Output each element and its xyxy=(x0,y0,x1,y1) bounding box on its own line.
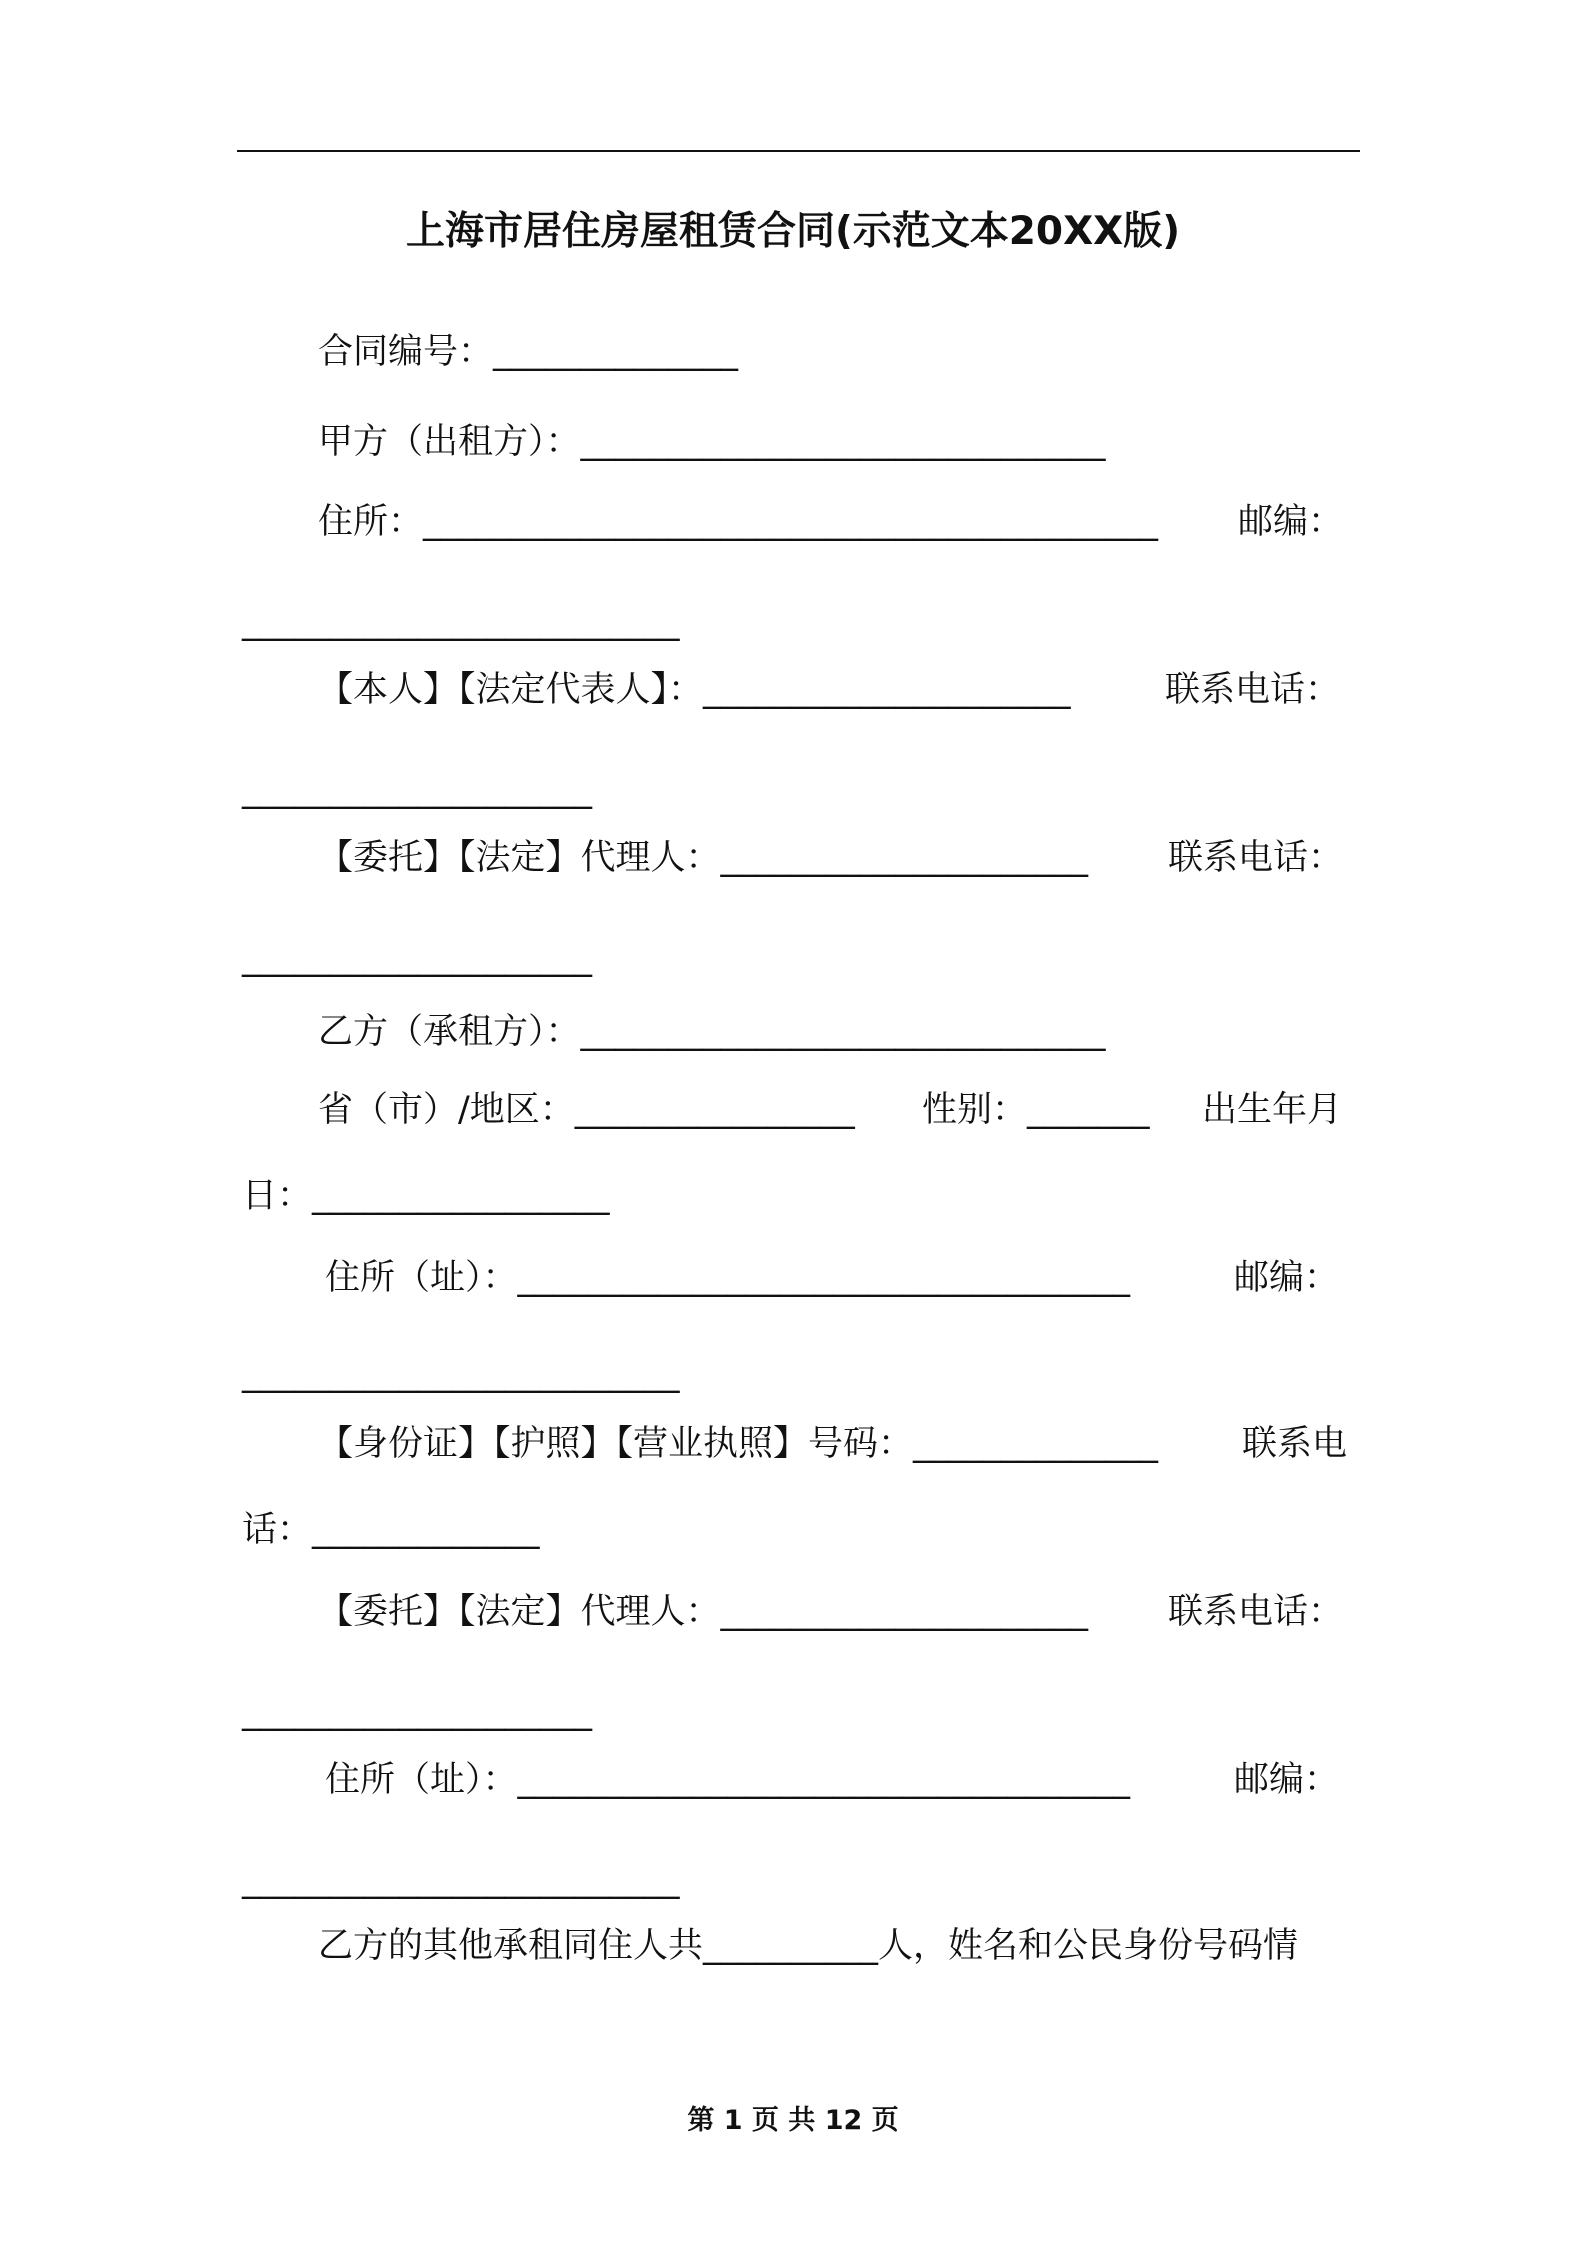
party-a-agent-phone-blank: ____________________ xyxy=(242,938,592,978)
party-a-representative-phone-label: 联系电话： xyxy=(1165,670,1341,710)
party-b-line: 乙方（承租方）：______________________________ xyxy=(318,1012,1106,1052)
party-b-address-line: 住所（址）：___________________________________ xyxy=(325,1258,1131,1298)
party-b-agent-address-line: 住所（址）：___________________________________ xyxy=(325,1760,1131,1800)
party-b-id-line: 【身份证】【护照】【营业执照】号码：______________ xyxy=(318,1424,1159,1464)
party-b-agent-phone-label: 联系电话： xyxy=(1168,1592,1344,1632)
party-b-postcode-label: 邮编： xyxy=(1234,1258,1340,1298)
party-b-birth-label: 出生年月 xyxy=(1202,1090,1343,1130)
header-rule xyxy=(237,150,1360,152)
page-footer: 第 1 页 共 12 页 xyxy=(687,2105,899,2136)
party-a-postcode-label: 邮编： xyxy=(1238,502,1344,542)
party-b-birth-date-line: 日：_________________ xyxy=(242,1176,610,1216)
party-a-representative-line: 【本人】【法定代表人】：_____________________ xyxy=(318,670,1071,710)
party-a-representative-phone-blank: ____________________ xyxy=(242,770,592,810)
party-b-agent-postcode-label: 邮编： xyxy=(1234,1760,1340,1800)
party-b-id-phone-label: 联系电 xyxy=(1242,1424,1348,1464)
contract-number-line: 合同编号：______________ xyxy=(318,332,739,372)
party-b-agent-phone-blank: ____________________ xyxy=(242,1692,592,1732)
party-a-postcode-blank: _________________________ xyxy=(242,602,680,642)
document-title: 上海市居住房屋租赁合同(示范文本20XX版) xyxy=(405,209,1181,254)
party-b-agent-line: 【委托】【法定】代理人：_____________________ xyxy=(318,1592,1089,1632)
party-b-postcode-blank: _________________________ xyxy=(242,1354,680,1394)
party-a-agent-phone-label: 联系电话： xyxy=(1168,838,1344,878)
co-tenants-line: 乙方的其他承租同住人共__________人，姓名和公民身份号码情 xyxy=(318,1926,1299,1966)
party-a-line: 甲方（出租方）：______________________________ xyxy=(318,422,1106,462)
party-b-id-phone-blank: 话：_____________ xyxy=(242,1510,540,1550)
party-b-gender-line: 性别：_______ xyxy=(922,1090,1150,1130)
party-a-agent-line: 【委托】【法定】代理人：_____________________ xyxy=(318,838,1089,878)
party-b-agent-postcode-blank: _________________________ xyxy=(242,1860,680,1900)
party-a-address-line: 住所：__________________________________________ xyxy=(318,502,1159,542)
party-b-region-line: 省（市）/地区：________________ xyxy=(318,1090,855,1130)
